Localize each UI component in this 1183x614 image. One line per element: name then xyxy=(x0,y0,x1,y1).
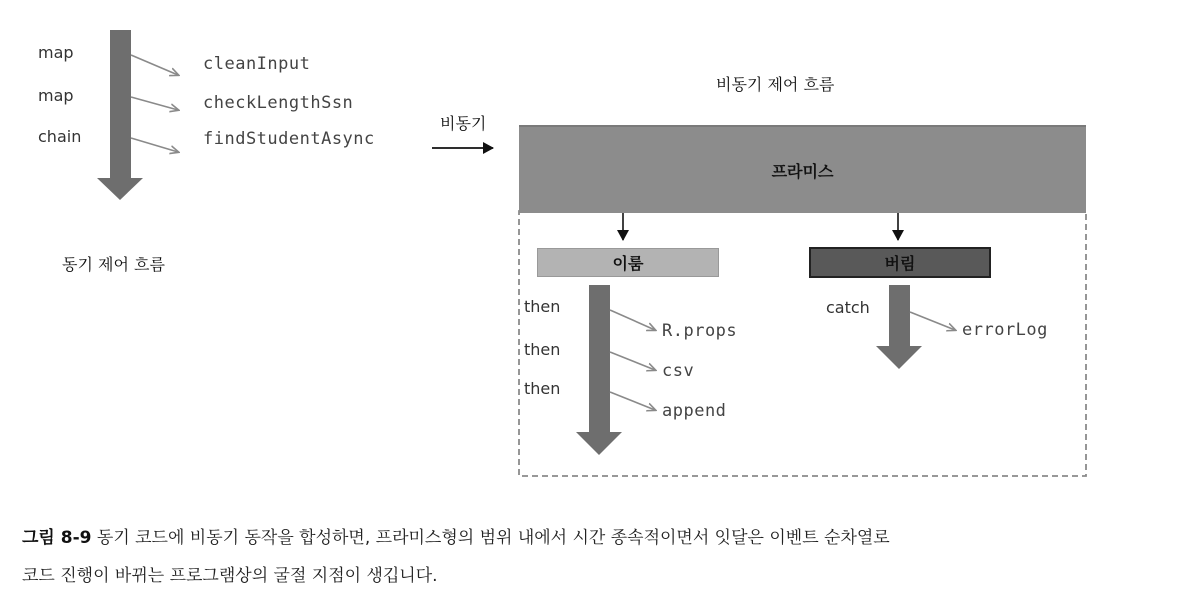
failure-pointer-arrow-1 xyxy=(910,312,955,330)
transition-label: 비동기 xyxy=(440,114,487,133)
success-fn-3: append xyxy=(662,401,727,421)
success-box xyxy=(537,248,719,277)
sync-fn-2: checkLengthSsn xyxy=(203,93,354,113)
sync-fn-3: findStudentAsync xyxy=(203,129,375,149)
success-pointer-arrow-1 xyxy=(610,310,655,330)
failure-op-1: catch xyxy=(826,298,870,317)
sync-flow-arrow xyxy=(97,30,143,200)
success-label: 이룸 xyxy=(612,254,644,273)
caption-line-2: 코드 진행이 바뀌는 프로그램상의 굴절 지점이 생깁니다. xyxy=(22,566,438,586)
success-op-3: then xyxy=(524,379,561,398)
failure-fn-1: errorLog xyxy=(962,320,1048,340)
failure-box xyxy=(809,247,991,278)
success-op-2: then xyxy=(524,340,561,359)
async-section-title: 비동기 제어 흐름 xyxy=(716,75,835,94)
sync-pointer-arrow-1 xyxy=(131,55,178,75)
sync-fn-1: cleanInput xyxy=(203,54,311,74)
sync-op-1: map xyxy=(38,43,74,62)
success-op-1: then xyxy=(524,297,561,316)
caption-text-1: 동기 코드에 비동기 동작을 합성하면, 프라미스형의 범위 내에서 시간 종속적이면서 잇달은 이벤트 순차열로 xyxy=(96,528,890,548)
promise-box xyxy=(519,125,1086,213)
caption-line-1 xyxy=(22,520,890,556)
success-flow-arrow xyxy=(576,285,622,455)
sync-section-title: 동기 제어 흐름 xyxy=(62,255,165,274)
promise-label: 프라미스 xyxy=(771,161,834,181)
figure-label: 그림 8-9 xyxy=(22,528,92,548)
success-fn-2: csv xyxy=(662,361,695,381)
failure-label: 버림 xyxy=(884,254,916,273)
success-pointer-arrow-3 xyxy=(610,392,655,410)
success-pointer-arrow-2 xyxy=(610,352,655,370)
failure-flow-arrow xyxy=(876,285,922,369)
sync-pointer-arrow-3 xyxy=(131,138,178,152)
success-fn-1: R.props xyxy=(662,321,738,341)
sync-pointer-arrow-2 xyxy=(131,97,178,110)
sync-op-3: chain xyxy=(38,127,82,146)
sync-op-2: map xyxy=(38,86,74,105)
